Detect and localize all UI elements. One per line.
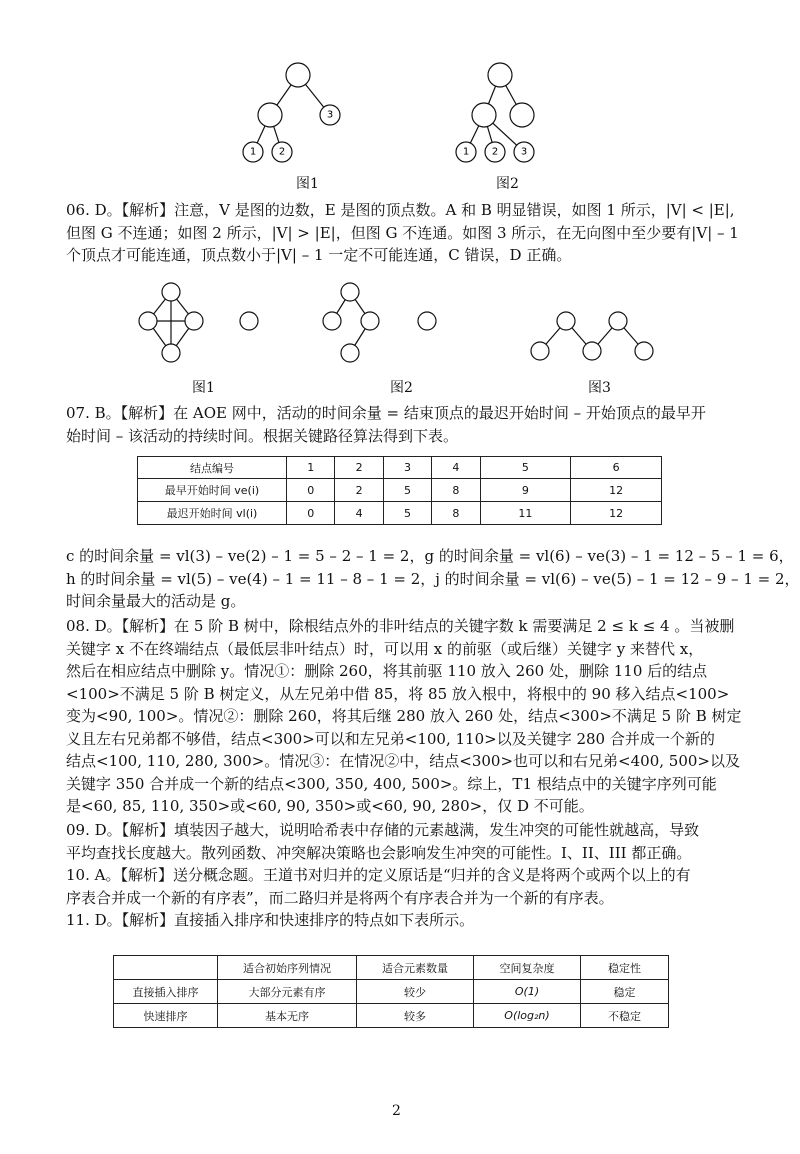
graph-figure-1-caption: 图1 (192, 380, 215, 396)
table-cell: 较多 (357, 1004, 474, 1028)
sort-comparison-table (113, 955, 669, 1028)
q07-after-line-1: c 的时间余量 = vl(3) – ve(2) – 1 = 5 – 2 – 1 = 2，g 的时间余量 = vl(6) – ve(3) – 1 = 12 – 5 – 1 = 6， (66, 547, 794, 565)
table-cell: 快速排序 (114, 1004, 218, 1028)
tree-figure-1 (240, 60, 350, 165)
table-cell: 5 (383, 479, 431, 502)
q08-line-2: 关键字 x 不在终端结点（最低层非叶结点）时，可以用 x 的前驱（或后继）关键字 y 来替代 x， (66, 639, 704, 658)
table-cell: 2 (335, 479, 383, 502)
graph-figure-3 (528, 303, 668, 368)
q09-line-1: 09. D。【解析】填装因子越大，说明哈希表中存储的元素越满，发生冲突的可能性就越高，导致 (66, 821, 700, 839)
table-row (114, 1004, 669, 1028)
aoe-header-cell: 4 (432, 457, 480, 479)
question-06 (66, 199, 766, 267)
sort-header-cell: 适合初始序列情况 (218, 956, 357, 980)
table-row (114, 980, 669, 1004)
tree1-node-2: 2 (278, 146, 286, 158)
aoe-header-cell: 6 (571, 457, 662, 479)
q10-line-2: 序表合并成一个新的有序表”，而二路归并是将两个有序表合并为一个新的有序表。 (66, 888, 614, 907)
question-09 (66, 819, 766, 864)
table-cell: 直接插入排序 (114, 980, 218, 1004)
tree2-node-3: 3 (520, 146, 528, 158)
q08-line-6: 义且左右兄弟都不够借，结点<300>可以和左兄弟<100, 110>以及关键字 280 合并成一个新的 (66, 729, 715, 748)
table-cell: 12 (571, 502, 662, 525)
aoe-header-cell: 2 (335, 457, 383, 479)
table-cell: 12 (571, 479, 662, 502)
tree2-node-1: 1 (462, 146, 470, 158)
graph-figure-3-caption: 图3 (588, 380, 611, 396)
table-cell: 4 (335, 502, 383, 525)
q07-line-2: 始时间 – 该活动的持续时间。根据关键路径算法得到下表。 (66, 426, 459, 445)
table-cell: 大部分元素有序 (218, 980, 357, 1004)
q09-line-2: 平均查找长度越大。散列函数、冲突解决策略也会影响发生冲突的可能性。I、II、III 都正确。 (66, 843, 692, 862)
table-cell: 0 (287, 502, 335, 525)
table-row (138, 502, 662, 525)
question-11 (66, 909, 766, 932)
q08-line-3: 然后在相应结点中删除 y。情况①：删除 260，将其前驱 110 放入 260 处，删除 110 后的结点 (66, 662, 708, 680)
table-cell: 5 (383, 502, 431, 525)
q07-after-line-2: h 的时间余量 = vl(5) – ve(4) – 1 = 11 – 8 – 1 = 2，j 的时间余量 = vl(6) – ve(5) – 1 = 12 – 9 – 1 = 2， (66, 569, 800, 588)
tree1-node-1: 1 (249, 146, 257, 158)
q08-line-1: 08. D。【解析】在 5 阶 B 树中，除根结点外的非叶结点的关键字数 k 需要满足 2 ≤ k ≤ 4 。当被删 (66, 617, 735, 635)
sort-header-cell: 稳定性 (581, 956, 669, 980)
table-row (138, 479, 662, 502)
table-cell: 较少 (357, 980, 474, 1004)
sort-header-cell: 空间复杂度 (474, 956, 581, 980)
q11-line-1: 11. D。【解析】直接插入排序和快速排序的特点如下表所示。 (66, 911, 475, 929)
q10-line-1: 10. A。【解析】送分概念题。王道书对归并的定义原话是“归并的含义是将两个或两个以上的有 (66, 866, 691, 884)
page-number: 2 (392, 1103, 401, 1119)
table-cell: 8 (432, 479, 480, 502)
question-08 (66, 615, 766, 818)
table-cell: 8 (432, 502, 480, 525)
q08-line-7: 结点<100, 110, 280, 300>。情况③：在情况②中，结点<300>也可以和右兄弟<400, 500>以及 (66, 752, 740, 770)
table-cell: 最迟开始时间 vl(i) (138, 502, 287, 525)
table-cell: 不稳定 (581, 1004, 669, 1028)
graph-figure-2-caption: 图2 (390, 380, 413, 396)
tree-figure-1-caption: 图1 (296, 176, 319, 192)
q08-line-8: 关键字 350 合并成一个新的结点<300, 350, 400, 500>。综上，T1 根结点中的关键字序列可能 (66, 774, 717, 793)
tree2-node-2: 2 (491, 146, 499, 158)
aoe-header-cell: 结点编号 (138, 457, 287, 479)
graph-figure-1 (140, 283, 270, 368)
aoe-header-cell: 5 (480, 457, 571, 479)
q06-line-1: 06. D。【解析】注意，V 是图的边数，E 是图的顶点数。A 和 B 明显错误，如图 1 所示，|V| < |E|, (66, 201, 735, 219)
q06-line-2: 但图 G 不连通；如图 2 所示，|V| > |E|，但图 G 不连通。如图 3 所示，在无向图中至少要有|V| – 1 (66, 223, 739, 242)
table-cell: 基本无序 (218, 1004, 357, 1028)
question-10 (66, 864, 766, 909)
aoe-header-cell: 1 (287, 457, 335, 479)
q08-line-9: 是<60, 85, 110, 350>或<60, 90, 350>或<60, 90, 280>，仅 D 不可能。 (66, 797, 594, 815)
table-cell: 稳定 (581, 980, 669, 1004)
table-cell: O(1) (474, 980, 581, 1004)
q08-line-4: <100>不满足 5 阶 B 树定义，从左兄弟中借 85，将 85 放入根中，将根中的 90 移入结点<100> (66, 684, 730, 703)
tree1-node-3: 3 (326, 109, 334, 121)
graph-figure-2 (310, 283, 440, 368)
q08-line-5: 变为<90, 100>。情况②：删除 260，将其后继 280 放入 260 处，结点<300>不满足 5 阶 B 树定 (66, 707, 742, 725)
tree-figure-2-caption: 图2 (496, 176, 519, 192)
table-cell: 0 (287, 479, 335, 502)
table-cell: O(log₂n) (474, 1004, 581, 1028)
table-cell: 9 (480, 479, 571, 502)
tree-figure-2 (452, 60, 562, 165)
sort-header-cell: 适合元素数量 (357, 956, 474, 980)
table-cell: 11 (480, 502, 571, 525)
q07-analysis (66, 545, 800, 613)
sort-header-cell (114, 956, 218, 980)
aoe-header-cell: 3 (383, 457, 431, 479)
question-07 (66, 402, 766, 447)
q07-after-line-3: 时间余量最大的活动是 g。 (66, 592, 246, 610)
q06-line-3: 个顶点才可能连通，顶点数小于|V| – 1 一定不可能连通，C 错误，D 正确。 (66, 246, 572, 264)
table-cell: 最早开始时间 ve(i) (138, 479, 287, 502)
q07-line-1: 07. B。【解析】在 AOE 网中，活动的时间余量 = 结束顶点的最迟开始时间 – 开始顶点的最早开 (66, 404, 706, 422)
aoe-table (137, 456, 662, 525)
